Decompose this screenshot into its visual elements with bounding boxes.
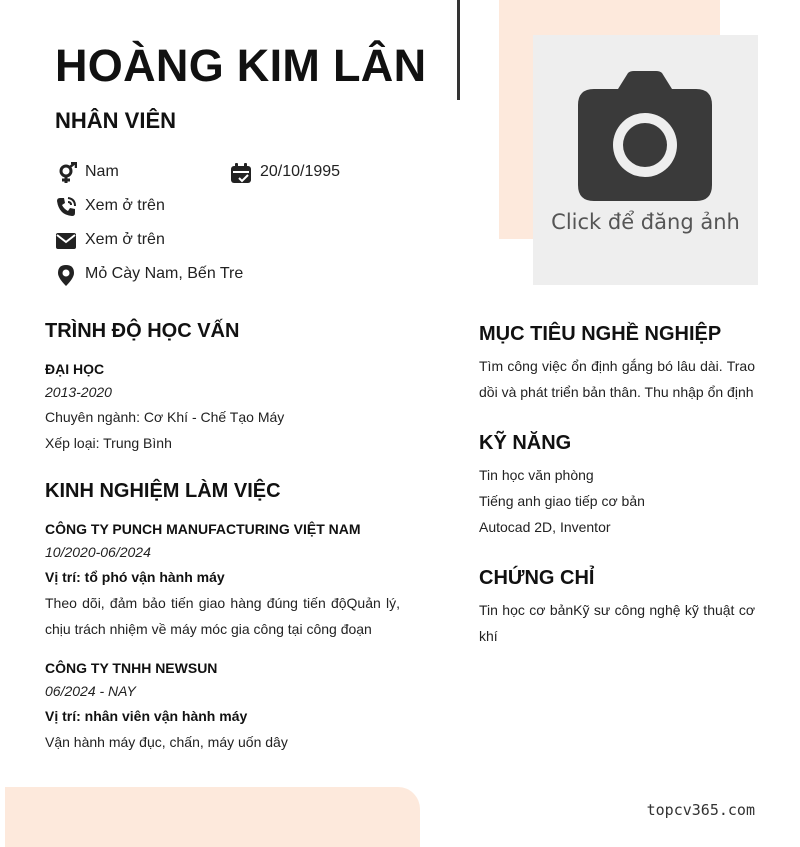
job-period: 10/2020-06/2024 (45, 544, 151, 560)
skill-item: Autocad 2D, Inventor (479, 519, 611, 535)
education-major: Chuyên ngành: Cơ Khí - Chế Tạo Máy (45, 409, 285, 425)
job-position: Vị trí: tổ phó vận hành máy (45, 569, 225, 585)
address-value: Mỏ Cày Nam, Bến Tre (85, 265, 244, 282)
bottom-accent-band (5, 787, 420, 847)
objective-text: Tìm công việc ổn định gắng bó lâu dài. Trao dồi và phát triển bản thân. Thu nhập ổn định (479, 358, 755, 400)
candidate-role: NHÂN VIÊN (55, 108, 177, 133)
candidate-name: HOÀNG KIM LÂN (55, 40, 427, 91)
skill-item: Tin học văn phòng (479, 467, 594, 483)
header-divider (457, 0, 460, 100)
job-company: CÔNG TY PUNCH MANUFACTURING VIỆT NAM (45, 521, 361, 537)
job-period: 06/2024 - NAY (45, 683, 136, 699)
calendar-icon (230, 162, 252, 184)
phone-value: Xem ở trên (85, 197, 165, 214)
skill-item: Tiếng anh giao tiếp cơ bản (479, 493, 645, 509)
camera-icon (578, 71, 712, 201)
education-rank: Xếp loại: Trung Bình (45, 435, 172, 451)
birthday-value: 20/10/1995 (260, 163, 341, 180)
certificates-title: CHỨNG CHỈ (479, 567, 595, 589)
job-position: Vị trí: nhân viên vận hành máy (45, 708, 248, 724)
job-description: Vận hành máy đục, chấn, máy uốn dây (45, 734, 288, 750)
location-pin-icon (55, 264, 77, 286)
gender-value: Nam (85, 163, 119, 180)
job-company: CÔNG TY TNHH NEWSUN (45, 660, 218, 676)
mail-icon (55, 230, 77, 252)
email-value: Xem ở trên (85, 231, 165, 248)
objective-title: MỤC TIÊU NGHỀ NGHIỆP (479, 323, 722, 345)
gender-icon (55, 162, 77, 184)
phone-icon (55, 196, 77, 218)
footer-brand: topcv365.com (646, 801, 755, 819)
education-period: 2013-2020 (45, 384, 112, 400)
skills-title: KỸ NĂNG (479, 432, 572, 454)
education-title: TRÌNH ĐỘ HỌC VẤN (45, 320, 240, 342)
education-school: ĐẠI HỌC (45, 361, 105, 377)
photo-caption: Click để đăng ảnh (551, 210, 740, 234)
experience-title: KINH NGHIỆM LÀM VIỆC (45, 480, 281, 502)
certificates-text: Tin học cơ bảnKỹ sư công nghệ kỹ thuật cơ khí (479, 602, 755, 644)
upload-photo-button[interactable] (533, 35, 758, 285)
job-description: Theo dõi, đảm bảo tiến giao hàng đúng tiến độQuản lý, chịu trách nhiệm về máy móc gia công tại công đoạn (45, 595, 400, 637)
